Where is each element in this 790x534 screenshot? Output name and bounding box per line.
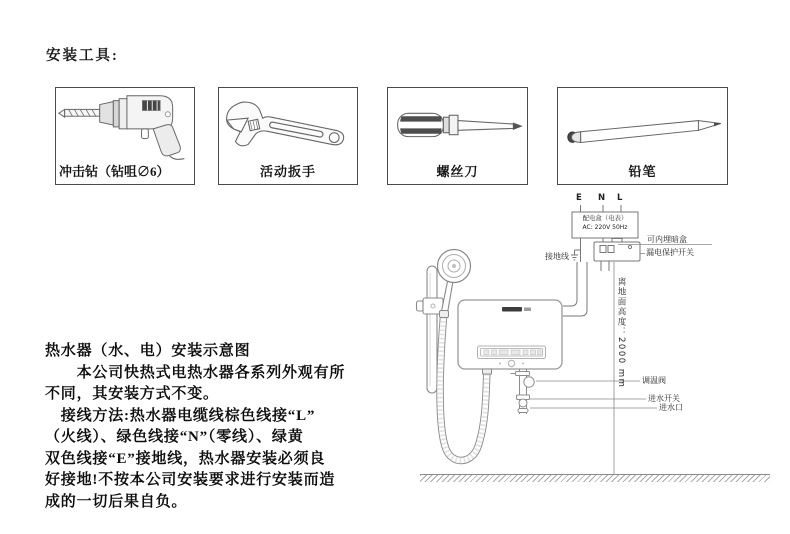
installation-diagram <box>400 190 790 502</box>
description-line: 不同，其安装方式不变。 <box>45 386 219 402</box>
description-line: 接线方法:热水器电缆线棕色线接“L” <box>45 407 316 424</box>
shower-rail <box>417 266 454 393</box>
installation-description <box>45 341 385 513</box>
tool-label-impact-drill: 冲击钻（钻咀∅6） <box>59 164 170 179</box>
ground-symbol <box>571 250 581 260</box>
tool-card-impact-drill <box>55 87 195 185</box>
brand-logo <box>502 307 522 312</box>
description-line: 双色线接“E”接地线，热水器安装必须良 <box>45 450 326 467</box>
tool-card-pencil <box>557 87 728 185</box>
concealed-box-label: 可内埋暗盒 <box>647 235 687 244</box>
temp-valve-label: 调温阀 <box>642 376 666 385</box>
page-title: 安装工具: <box>46 48 119 64</box>
inlet-switch-knob <box>519 399 527 407</box>
description-line: 本公司快热式电热水器各系列外观有所 <box>45 364 346 381</box>
terminal-label-e: E <box>576 193 582 203</box>
terminal-label-n: N <box>598 193 606 203</box>
power-conduit <box>563 262 577 306</box>
tool-label-pencil: 铅笔 <box>628 164 657 179</box>
water-inlet-fitting <box>518 409 528 413</box>
water-inlet-label: 进水口 <box>659 403 683 412</box>
mounting-height-label: 离地面高度：2000 mm <box>616 277 626 389</box>
shower-head <box>438 250 471 283</box>
tool-label-wrench: 活动扳手 <box>259 164 316 179</box>
terminal-label-l: L <box>617 193 623 203</box>
distribution-box-label <box>572 214 638 232</box>
ground-hatch <box>420 474 770 482</box>
description-line: 成的一切后果自负。 <box>45 493 188 510</box>
adjustable-wrench-illustration <box>219 88 357 160</box>
description-line: 热水器（水、电）安装示意图 <box>45 343 251 359</box>
temp-valve-knob <box>524 377 534 387</box>
tool-label-screwdriver: 螺丝刀 <box>436 164 479 179</box>
ground-wire-label: 接地线 <box>545 252 569 261</box>
distribution-box-rating: AC: 220V 50Hz <box>582 224 628 231</box>
screwdriver-illustration <box>388 88 527 160</box>
description-line: （火线）、绿色线接“N”（零线）、绿黄 <box>45 429 304 445</box>
water-heater-unit <box>458 300 562 369</box>
leakage-switch-label: 漏电保护开关 <box>646 248 694 257</box>
distribution-box-name: 配电盒（电表） <box>582 214 628 222</box>
tool-card-screwdriver <box>387 87 528 185</box>
inlet-switch-label: 进水开关 <box>648 394 680 403</box>
pencil-illustration <box>558 88 727 160</box>
description-line: 好接地!不按本公司安装要求进行安装而造 <box>45 472 336 488</box>
impact-drill-illustration <box>56 88 194 160</box>
tool-card-wrench <box>218 87 358 185</box>
